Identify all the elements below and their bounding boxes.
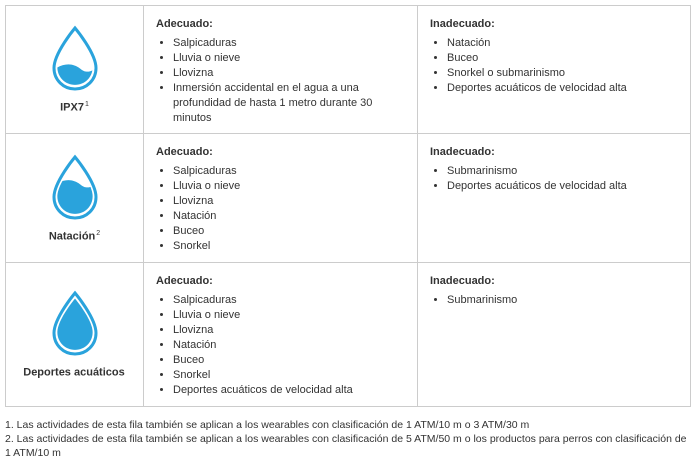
list-item: • Snorkel o submarinismo	[447, 66, 678, 81]
rating-icon-cell	[6, 6, 144, 134]
suitable-cell	[144, 134, 418, 263]
rating-icon-cell	[6, 134, 144, 263]
list-item: • Deportes acuáticos de velocidad alta	[173, 383, 405, 398]
footnote-marker: 2	[96, 229, 101, 237]
rating-row-swim	[6, 134, 691, 263]
list-item: • Llovizna	[173, 194, 405, 209]
list-item: • Salpicaduras	[173, 293, 405, 308]
list-item: • Natación	[173, 338, 405, 353]
list-item: • Buceo	[173, 224, 405, 239]
unsuitable-cell	[418, 263, 691, 407]
suitable-list	[156, 293, 405, 398]
footnotes	[5, 418, 695, 460]
list-item: • Inmersión accidental en el agua a una profundidad de hasta 1 metro durante 30 minutos	[173, 81, 405, 126]
suitable-heading: Adecuado:	[156, 275, 213, 287]
suitable-heading: Adecuado:	[156, 18, 213, 30]
list-item: • Buceo	[173, 353, 405, 368]
list-item: • Natación	[447, 36, 678, 51]
list-item: • Deportes acuáticos de velocidad alta	[447, 179, 678, 194]
rating-row-ipx7	[6, 6, 691, 134]
list-item: • Salpicaduras	[173, 164, 405, 179]
list-item: • Buceo	[447, 51, 678, 66]
list-item: • Lluvia o nieve	[173, 51, 405, 66]
list-item: • Deportes acuáticos de velocidad alta	[447, 81, 678, 96]
list-item: • Llovizna	[173, 323, 405, 338]
list-item: • Submarinismo	[447, 164, 678, 179]
list-item: • Lluvia o nieve	[173, 308, 405, 323]
rating-label: Deportes acuáticos	[23, 366, 125, 379]
footnote-marker: 1	[84, 101, 89, 109]
unsuitable-list	[430, 164, 678, 194]
suitable-cell	[144, 6, 418, 134]
list-item: • Natación	[173, 209, 405, 224]
list-item: • Llovizna	[173, 66, 405, 81]
list-item: • Submarinismo	[447, 293, 678, 308]
water-drop-icon	[50, 25, 100, 93]
unsuitable-list	[430, 36, 678, 96]
suitable-list	[156, 36, 405, 126]
list-item: • Salpicaduras	[173, 36, 405, 51]
unsuitable-heading: Inadecuado:	[430, 18, 495, 30]
rating-row-watersports	[6, 263, 691, 407]
rating-label: $IPX7^1$	[60, 101, 89, 114]
unsuitable-cell	[418, 134, 691, 263]
footnote-1: 1. Las actividades de esta fila también se aplican a los wearables con clasificación de 1 ATM/10 m o 3 ATM/30 m	[5, 419, 530, 431]
unsuitable-heading: Inadecuado:	[430, 275, 495, 287]
footnote-2: 2. Las actividades de esta fila también se aplican a los wearables con clasificación de 5 ATM/50 m o los productos para perros con clasificación de 1 ATM/10 m	[5, 433, 687, 459]
rating-icon-cell	[6, 263, 144, 407]
suitable-heading: Adecuado:	[156, 146, 213, 158]
list-item: • Lluvia o nieve	[173, 179, 405, 194]
suitable-list	[156, 164, 405, 254]
suitable-cell	[144, 263, 418, 407]
rating-label: Natación$^2$	[48, 229, 101, 243]
unsuitable-heading: Inadecuado:	[430, 146, 495, 158]
water-drop-icon	[50, 154, 100, 222]
water-drop-icon	[50, 290, 100, 358]
list-item: • Snorkel	[173, 239, 405, 254]
list-item: • Snorkel	[173, 368, 405, 383]
unsuitable-cell	[418, 6, 691, 134]
water-rating-table	[5, 5, 691, 407]
unsuitable-list	[430, 293, 678, 308]
